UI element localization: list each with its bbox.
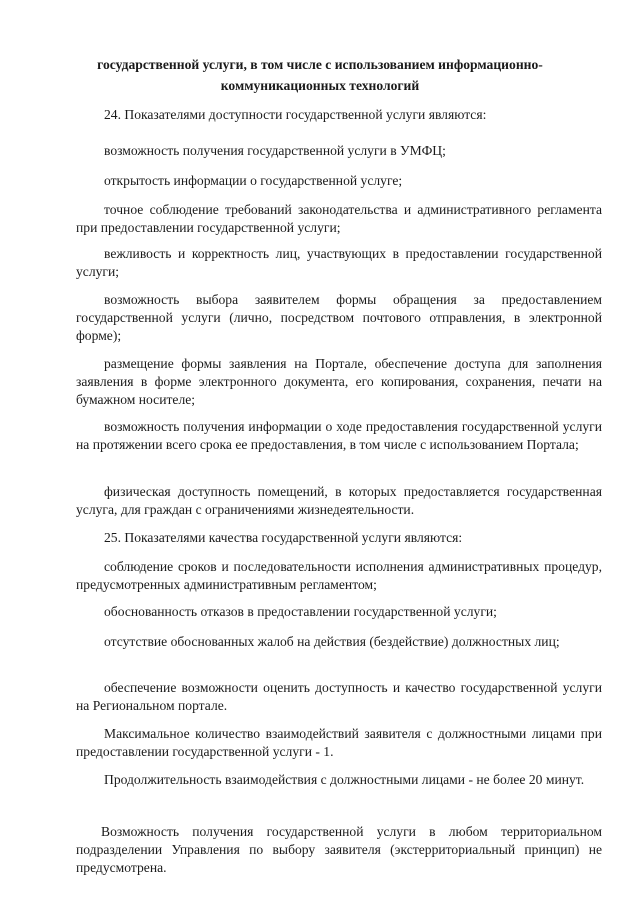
paragraph-deadlines: соблюдение сроков и последовательности исполнения административных процедур, предусмотренных административным регламентом; <box>76 559 602 592</box>
paragraph-portal-form: размещение формы заявления на Портале, обеспечение доступа для заполнения заявления в форме электронного документа, его копирования, сохранения, печати на бумажном носителе; <box>76 356 602 407</box>
paragraph-evaluation: обеспечение возможности оценить доступность и качество государственной услуги на Региональном портале. <box>76 680 602 713</box>
paragraph-umfc: возможность получения государственной услуги в УМФЦ; <box>104 143 446 158</box>
paragraph-25: 25. Показателями качества государственной услуги являются: <box>104 530 463 545</box>
paragraph-refusals: обоснованность отказов в предоставлении государственной услуги; <box>104 604 497 619</box>
paragraph-progress-info: возможность получения информации о ходе предоставления государственной услуги на протяжении всего срока ее предоставления, в том числе с использованием Портала; <box>76 419 602 452</box>
paragraph-politeness: вежливость и корректность лиц, участвующих в предоставлении государственной услуги; <box>76 246 602 279</box>
section-heading: государственной услуги, в том числе с использованием информационно-коммуникационных технологий <box>97 57 543 93</box>
paragraph-max-interactions: Максимальное количество взаимодействий заявителя с должностными лицами при предоставлении государственной услуги - 1. <box>76 726 602 759</box>
paragraph-24: 24. Показателями доступности государственной услуги являются: <box>104 107 487 122</box>
paragraph-duration: Продолжительность взаимодействия с должностными лицами - не более 20 минут. <box>104 772 585 787</box>
paragraph-form-choice: возможность выбора заявителем формы обращения за предоставлением государственной услуги (лично, посредством почтового отправления, в электронной форме); <box>76 292 602 343</box>
paragraph-accessibility: физическая доступность помещений, в которых предоставляется государственная услуга, для граждан с ограничениями жизнедеятельности. <box>76 484 602 517</box>
paragraph-compliance: точное соблюдение требований законодательства и административного регламента при предоставлении государственной услуги; <box>76 202 602 235</box>
paragraph-openness: открытость информации о государственной услуге; <box>104 173 403 188</box>
paragraph-extraterritorial: Возможность получения государственной услуги в любом территориальном подразделении Управления по выбору заявителя (экстерриториальный принцип) не предусмотрена. <box>76 824 602 875</box>
paragraph-complaints: отсутствие обоснованных жалоб на действия (бездействие) должностных лиц; <box>104 634 560 649</box>
